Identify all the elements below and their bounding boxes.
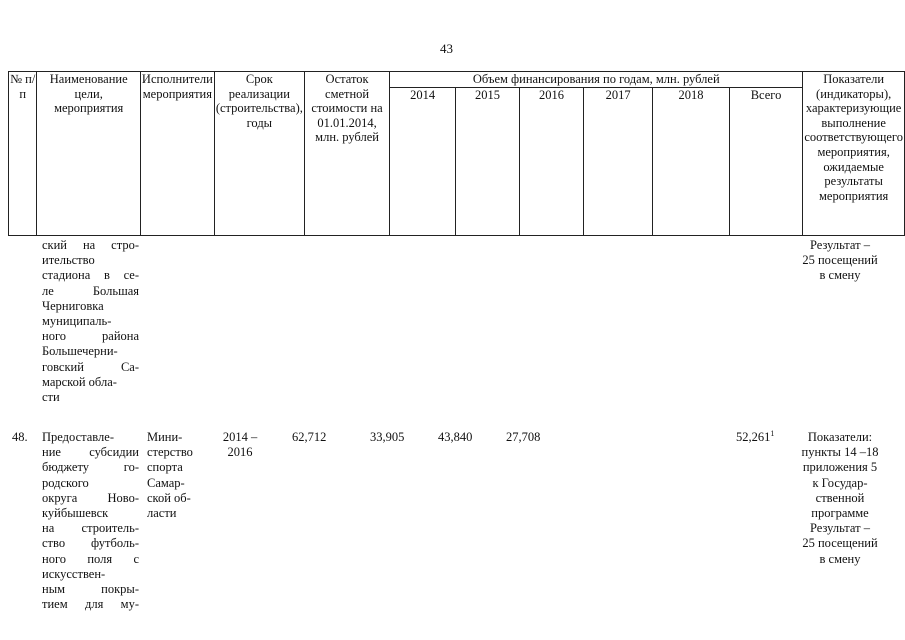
row48-executor	[147, 430, 193, 521]
row48-num: 48.	[12, 430, 28, 444]
row48-name-line: ного поля с	[42, 551, 139, 566]
row48-term	[212, 430, 268, 460]
row48-remainder: 62,712	[292, 430, 327, 444]
row48-name-line: на строитель-	[42, 521, 139, 536]
continuation-name-line: ительство	[42, 253, 95, 268]
continuation-name-line: сти	[42, 390, 60, 405]
row48-name-line: родского	[42, 475, 89, 490]
row48-name-line: бюджету го-	[42, 460, 139, 475]
continuation-name-line: Черниговка	[42, 298, 104, 313]
row48-indicator-line: приложения 5	[802, 460, 878, 475]
header-year-total: Всего	[729, 87, 803, 235]
header-executor: Исполнители мероприятия	[140, 72, 214, 236]
continuation-indicator-line: в смену	[819, 268, 861, 283]
row48-name-line: ным покры-	[42, 582, 139, 597]
header-year-2017: 2017	[583, 87, 652, 235]
header-funding: Объем финансирования по годам, млн. рублей	[390, 72, 803, 88]
row48-indicator-line: программе	[811, 506, 869, 521]
header-term: Срок реализации (строительства), годы	[214, 72, 304, 236]
row48-2014: 33,905	[370, 430, 405, 444]
continuation-name-line: муниципаль-	[42, 314, 112, 329]
row48-2015: 43,840	[438, 430, 473, 444]
continuation-name	[42, 238, 139, 405]
page-number: 43	[440, 41, 453, 56]
row48-executor-line: стерство	[147, 445, 193, 460]
row48-name-line: ние субсидии	[42, 445, 139, 460]
row48-name-line: тием для му-	[42, 597, 139, 612]
header-remainder: Остаток сметной стоимости на 01.01.2014, млн. рублей	[304, 72, 389, 236]
row48-executor-line: Самар-	[147, 475, 185, 490]
row48-term-line: 2016	[227, 445, 253, 460]
row48-total	[736, 430, 774, 445]
row48-executor-line: Мини-	[147, 430, 183, 444]
row48-executor-line: ской об-	[147, 490, 191, 505]
row48-name	[42, 430, 139, 612]
row48-name-line: куйбышевск	[42, 506, 109, 521]
header-num: № п/п	[9, 72, 37, 236]
row48-total-footnote: 1	[770, 428, 775, 438]
continuation-name-line: ного района	[42, 329, 139, 344]
row48-name-line: искусствен-	[42, 566, 106, 581]
header-year-2014: 2014	[390, 87, 456, 235]
continuation-name-line: ле Большая	[42, 283, 139, 298]
continuation-name-line: говский Са-	[42, 359, 139, 374]
row48-name-line: ство футболь-	[42, 536, 139, 551]
header-year-2018: 2018	[653, 87, 730, 235]
row48-indicator-line: 25 посещений	[802, 536, 878, 551]
row48-executor-line: ласти	[147, 506, 177, 521]
header-year-2016: 2016	[519, 87, 583, 235]
row48-indicator-line: к Государ-	[812, 475, 868, 490]
continuation-indicator-line: 25 посещений	[802, 253, 878, 268]
row48-indicator-line: в смену	[819, 551, 861, 566]
row48-indicator-line: ственной	[815, 490, 865, 505]
row48-executor-line: спорта	[147, 460, 183, 475]
header-indicators: Показатели (индикаторы), характеризующие выполнение соответствующего мероприятия, ожидаемые результаты мероприятия	[803, 72, 905, 236]
row48-name-line: округа Ново-	[42, 490, 139, 505]
continuation-indicators	[792, 238, 888, 284]
continuation-name-line: ский на стро-	[42, 238, 139, 252]
header-year-2015: 2015	[456, 87, 520, 235]
continuation-name-line: Большечерни-	[42, 344, 118, 359]
continuation-name-line: стадиона в се-	[42, 268, 139, 283]
row48-2016: 27,708	[506, 430, 541, 444]
continuation-indicator-line: Результат –	[809, 238, 870, 252]
header-name: Наименование цели, мероприятия	[37, 72, 140, 236]
continuation-name-line: марской обла-	[42, 374, 117, 389]
row48-term-line: 2014 –	[222, 430, 258, 444]
table-header	[8, 71, 905, 236]
row48-indicator-line: Результат –	[809, 521, 870, 536]
row48-indicators	[792, 430, 888, 567]
row48-indicator-line: Показатели:	[807, 430, 873, 444]
row48-indicator-line: пункты 14 –18	[801, 445, 879, 460]
row48-name-line: Предоставле-	[42, 430, 114, 444]
row48-total-value: 52,261	[736, 430, 771, 444]
